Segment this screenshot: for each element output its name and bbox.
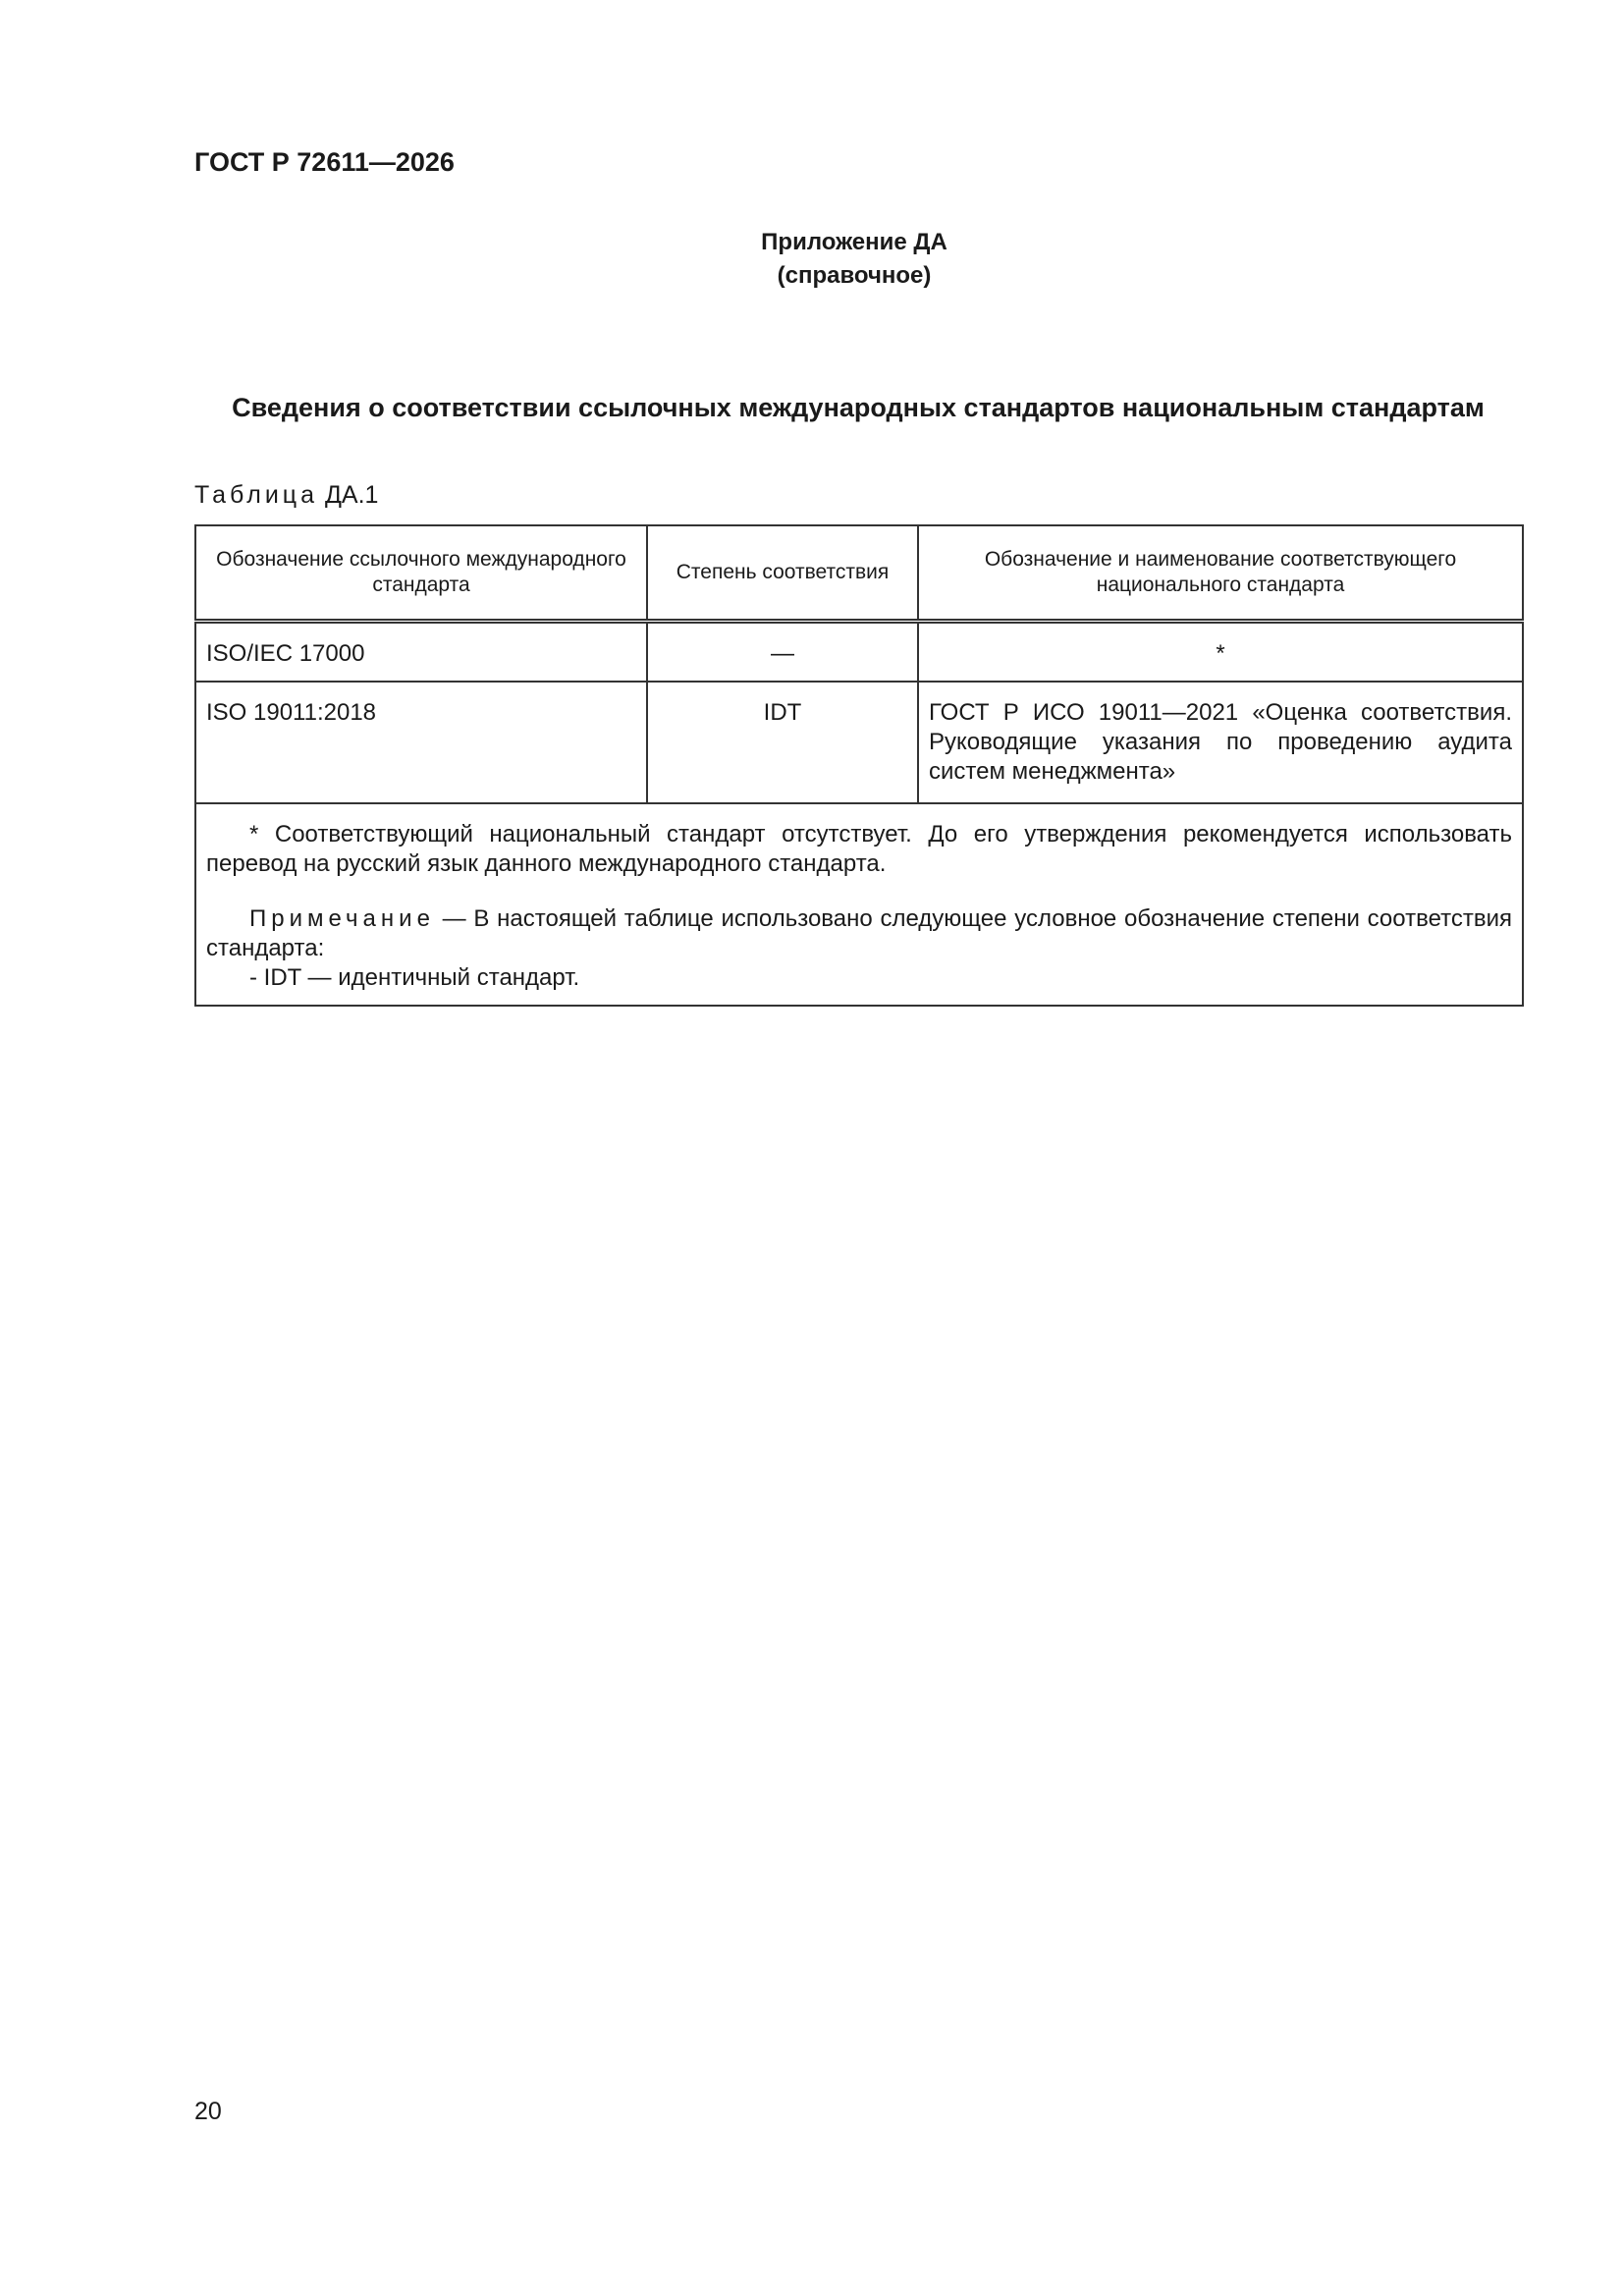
note-list-item: - IDT — идентичный стандарт. — [249, 964, 580, 991]
table-caption-number: ДА.1 — [324, 481, 379, 509]
cell-intl-standard: ISO/IEC 17000 — [195, 622, 647, 683]
note-label: Примечание — [249, 905, 435, 932]
table-note — [206, 904, 1512, 963]
cell-degree: IDT — [647, 682, 918, 803]
cell-degree: — — [647, 622, 918, 683]
correspondence-table — [194, 524, 1524, 1007]
table-footnote-row — [195, 803, 1523, 1006]
table-caption-word: Таблица — [194, 481, 319, 509]
footnotes-cell — [195, 803, 1523, 1006]
annex-heading — [0, 226, 1623, 293]
footnote-asterisk: * Соответствующий национальный стандарт отсутствует. До его утверждения рекомендуется использовать перевод на русский язык данного международного стандарта. — [206, 821, 1512, 877]
column-header-national-standard: Обозначение и наименование соответствующего национального стандарта — [918, 525, 1523, 622]
document-code: ГОСТ Р 72611—2026 — [194, 147, 455, 177]
table-caption — [194, 481, 378, 510]
column-header-intl-standard: Обозначение ссылочного международного стандарта — [195, 525, 647, 622]
table-row — [195, 682, 1523, 803]
table-header-row — [195, 525, 1523, 622]
annex-label: Приложение ДА — [761, 229, 947, 255]
note-text: — В настоящей таблице использовано следующее условное обозначение степени соответствия стандарта: — [206, 905, 1512, 961]
cell-national-standard: * — [918, 622, 1523, 683]
annex-status: (справочное) — [777, 262, 932, 289]
table-row — [195, 622, 1523, 683]
column-header-degree: Степень соответствия — [647, 525, 918, 622]
cell-intl-standard: ISO 19011:2018 — [195, 682, 647, 803]
cell-national-standard: ГОСТ Р ИСО 19011—2021 «Оценка соответствия. Руководящие указания по проведению аудита систем менеджмента» — [918, 682, 1523, 803]
annex-title: Сведения о соответствии ссылочных международных стандартов национальным стандартам — [232, 393, 1485, 422]
page-number: 20 — [194, 2098, 222, 2125]
